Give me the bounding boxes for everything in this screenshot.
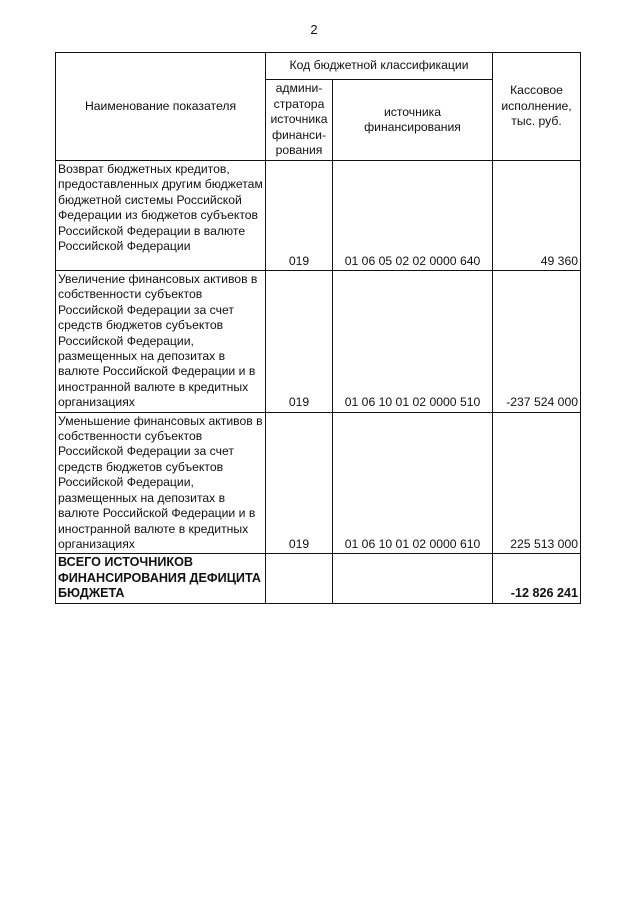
row-admin-code: 019 (266, 271, 333, 413)
row-admin-code: 019 (266, 161, 333, 271)
administrator-header: админи- стратора источника финанси- рования (266, 80, 333, 161)
row-name: Возврат бюджетных кредитов, предоставленных другим бюджетам бюджетной системы Российской Федерации из бюджетов субъектов Российской Федерации в валюте Российской Федерации (56, 161, 266, 271)
total-label: ВСЕГО ИСТОЧНИКОВ ФИНАНСИРОВАНИЯ ДЕФИЦИТА БЮДЖЕТА (56, 554, 266, 603)
cash-execution-header: Кассовое исполнение, тыс. руб. (493, 53, 581, 161)
total-amount: -12 826 241 (493, 554, 581, 603)
table-row (56, 271, 581, 413)
page-number: 2 (310, 22, 318, 37)
financing-sources-table (55, 52, 581, 604)
total-source-code (333, 554, 493, 603)
total-row (56, 554, 581, 603)
row-source-code: 01 06 10 01 02 0000 610 (333, 412, 493, 554)
row-amount: 49 360 (493, 161, 581, 271)
header-row-top (56, 53, 581, 80)
total-admin-code (266, 554, 333, 603)
row-admin-code: 019 (266, 412, 333, 554)
table-row (56, 412, 581, 554)
row-source-code: 01 06 05 02 02 0000 640 (333, 161, 493, 271)
budget-code-group-header: Код бюджетной классификации (266, 53, 493, 80)
source-header: источника финансирования (333, 80, 493, 161)
row-name: Увеличение финансовых активов в собственности субъектов Российской Федерации за счет средств бюджетов субъектов Российской Федерации, размещенных на депозитах в валюте Российской Федерации и в иностранной валюте в кредитных организациях (56, 271, 266, 413)
row-amount: 225 513 000 (493, 412, 581, 554)
table-row (56, 161, 581, 271)
indicator-name-header: Наименование показателя (56, 53, 266, 161)
row-source-code: 01 06 10 01 02 0000 510 (333, 271, 493, 413)
row-amount: -237 524 000 (493, 271, 581, 413)
row-name: Уменьшение финансовых активов в собственности субъектов Российской Федерации за счет средств бюджетов субъектов Российской Федерации, размещенных на депозитах в валюте Российской Федерации и в иностранной валюте в кредитных организациях (56, 412, 266, 554)
